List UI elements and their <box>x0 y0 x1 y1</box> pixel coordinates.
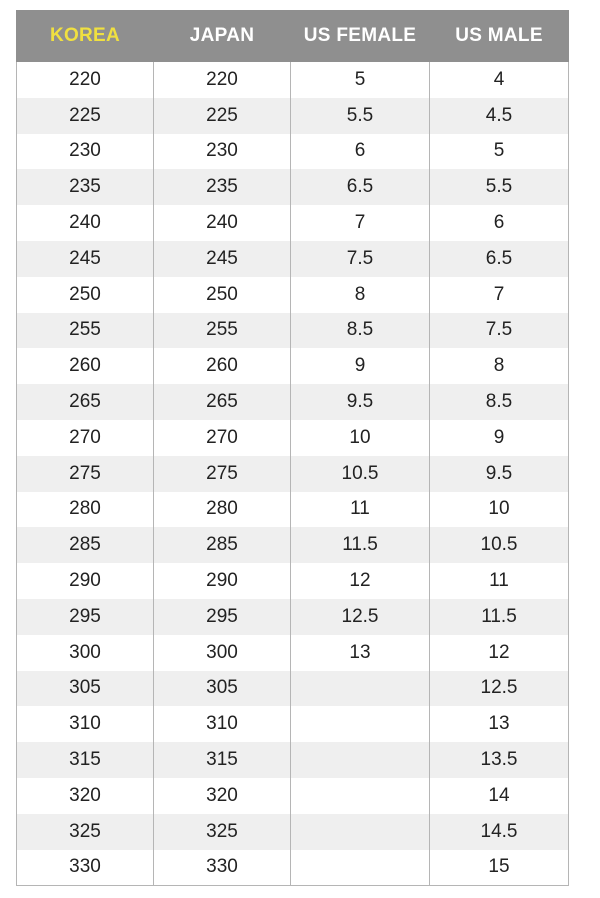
us-male-size-cell: 4 <box>430 62 569 98</box>
us-female-size-cell <box>291 742 430 778</box>
table-row <box>17 850 569 886</box>
us-female-size-cell: 9.5 <box>291 384 430 420</box>
us-female-size-cell: 6.5 <box>291 169 430 205</box>
us-male-size-cell: 12 <box>430 635 569 671</box>
korea-size-cell: 260 <box>17 348 154 384</box>
size-conversion-table <box>16 10 569 886</box>
us-female-size-cell: 11 <box>291 492 430 528</box>
table-row <box>17 313 569 349</box>
table-row <box>17 635 569 671</box>
japan-size-cell: 325 <box>154 814 291 850</box>
japan-size-cell: 240 <box>154 205 291 241</box>
table-row <box>17 98 569 134</box>
korea-size-cell: 270 <box>17 420 154 456</box>
table-row <box>17 742 569 778</box>
japan-size-cell: 280 <box>154 492 291 528</box>
table-row <box>17 492 569 528</box>
korea-size-cell: 330 <box>17 850 154 886</box>
us-male-size-cell: 11.5 <box>430 599 569 635</box>
us-male-size-cell: 14 <box>430 778 569 814</box>
korea-size-cell: 245 <box>17 241 154 277</box>
korea-size-cell: 325 <box>17 814 154 850</box>
table-row <box>17 348 569 384</box>
us-female-size-cell: 5 <box>291 62 430 98</box>
us-female-size-cell: 11.5 <box>291 527 430 563</box>
korea-size-cell: 295 <box>17 599 154 635</box>
us-male-size-cell: 6 <box>430 205 569 241</box>
us-male-size-cell: 13.5 <box>430 742 569 778</box>
japan-size-cell: 265 <box>154 384 291 420</box>
table-row <box>17 456 569 492</box>
us-female-size-cell: 8 <box>291 277 430 313</box>
us-female-size-cell: 12.5 <box>291 599 430 635</box>
japan-size-cell: 275 <box>154 456 291 492</box>
japan-size-cell: 260 <box>154 348 291 384</box>
japan-size-cell: 310 <box>154 706 291 742</box>
us-male-size-cell: 10 <box>430 492 569 528</box>
korea-size-cell: 265 <box>17 384 154 420</box>
header-korea: KOREA <box>17 10 154 62</box>
table-row <box>17 563 569 599</box>
korea-size-cell: 280 <box>17 492 154 528</box>
size-chart <box>16 10 568 886</box>
korea-size-cell: 220 <box>17 62 154 98</box>
table-row <box>17 62 569 98</box>
japan-size-cell: 250 <box>154 277 291 313</box>
table-row <box>17 384 569 420</box>
us-female-size-cell: 10.5 <box>291 456 430 492</box>
table-row <box>17 599 569 635</box>
table-row <box>17 706 569 742</box>
us-male-size-cell: 9.5 <box>430 456 569 492</box>
header-us-male: US MALE <box>430 10 569 62</box>
korea-size-cell: 230 <box>17 134 154 170</box>
japan-size-cell: 255 <box>154 313 291 349</box>
japan-size-cell: 315 <box>154 742 291 778</box>
korea-size-cell: 300 <box>17 635 154 671</box>
japan-size-cell: 295 <box>154 599 291 635</box>
header-japan: JAPAN <box>154 10 291 62</box>
us-male-size-cell: 15 <box>430 850 569 886</box>
us-female-size-cell: 9 <box>291 348 430 384</box>
japan-size-cell: 285 <box>154 527 291 563</box>
korea-size-cell: 225 <box>17 98 154 134</box>
us-female-size-cell: 7.5 <box>291 241 430 277</box>
korea-size-cell: 275 <box>17 456 154 492</box>
us-male-size-cell: 7.5 <box>430 313 569 349</box>
korea-size-cell: 235 <box>17 169 154 205</box>
table-row <box>17 134 569 170</box>
japan-size-cell: 320 <box>154 778 291 814</box>
japan-size-cell: 230 <box>154 134 291 170</box>
table-row <box>17 169 569 205</box>
korea-size-cell: 250 <box>17 277 154 313</box>
japan-size-cell: 270 <box>154 420 291 456</box>
us-male-size-cell: 6.5 <box>430 241 569 277</box>
us-male-size-cell: 11 <box>430 563 569 599</box>
japan-size-cell: 290 <box>154 563 291 599</box>
header-us-female: US FEMALE <box>291 10 430 62</box>
japan-size-cell: 300 <box>154 635 291 671</box>
us-male-size-cell: 8 <box>430 348 569 384</box>
us-female-size-cell: 6 <box>291 134 430 170</box>
table-row <box>17 814 569 850</box>
us-female-size-cell: 13 <box>291 635 430 671</box>
us-male-size-cell: 10.5 <box>430 527 569 563</box>
us-female-size-cell <box>291 778 430 814</box>
table-row <box>17 205 569 241</box>
us-male-size-cell: 14.5 <box>430 814 569 850</box>
japan-size-cell: 225 <box>154 98 291 134</box>
korea-size-cell: 315 <box>17 742 154 778</box>
korea-size-cell: 320 <box>17 778 154 814</box>
korea-size-cell: 310 <box>17 706 154 742</box>
table-row <box>17 241 569 277</box>
table-row <box>17 671 569 707</box>
us-male-size-cell: 9 <box>430 420 569 456</box>
us-female-size-cell: 5.5 <box>291 98 430 134</box>
us-female-size-cell: 10 <box>291 420 430 456</box>
us-male-size-cell: 7 <box>430 277 569 313</box>
us-female-size-cell: 8.5 <box>291 313 430 349</box>
us-female-size-cell <box>291 814 430 850</box>
us-male-size-cell: 13 <box>430 706 569 742</box>
korea-size-cell: 240 <box>17 205 154 241</box>
us-male-size-cell: 5 <box>430 134 569 170</box>
us-male-size-cell: 5.5 <box>430 169 569 205</box>
us-male-size-cell: 8.5 <box>430 384 569 420</box>
us-female-size-cell <box>291 671 430 707</box>
table-row <box>17 420 569 456</box>
us-male-size-cell: 12.5 <box>430 671 569 707</box>
us-female-size-cell <box>291 850 430 886</box>
table-row <box>17 277 569 313</box>
us-female-size-cell: 12 <box>291 563 430 599</box>
korea-size-cell: 305 <box>17 671 154 707</box>
japan-size-cell: 235 <box>154 169 291 205</box>
japan-size-cell: 220 <box>154 62 291 98</box>
japan-size-cell: 245 <box>154 241 291 277</box>
table-row <box>17 778 569 814</box>
us-male-size-cell: 4.5 <box>430 98 569 134</box>
us-female-size-cell <box>291 706 430 742</box>
header-row <box>17 10 569 62</box>
japan-size-cell: 305 <box>154 671 291 707</box>
japan-size-cell: 330 <box>154 850 291 886</box>
table-header <box>17 10 569 62</box>
korea-size-cell: 255 <box>17 313 154 349</box>
table-row <box>17 527 569 563</box>
korea-size-cell: 290 <box>17 563 154 599</box>
korea-size-cell: 285 <box>17 527 154 563</box>
us-female-size-cell: 7 <box>291 205 430 241</box>
table-body <box>17 62 569 885</box>
